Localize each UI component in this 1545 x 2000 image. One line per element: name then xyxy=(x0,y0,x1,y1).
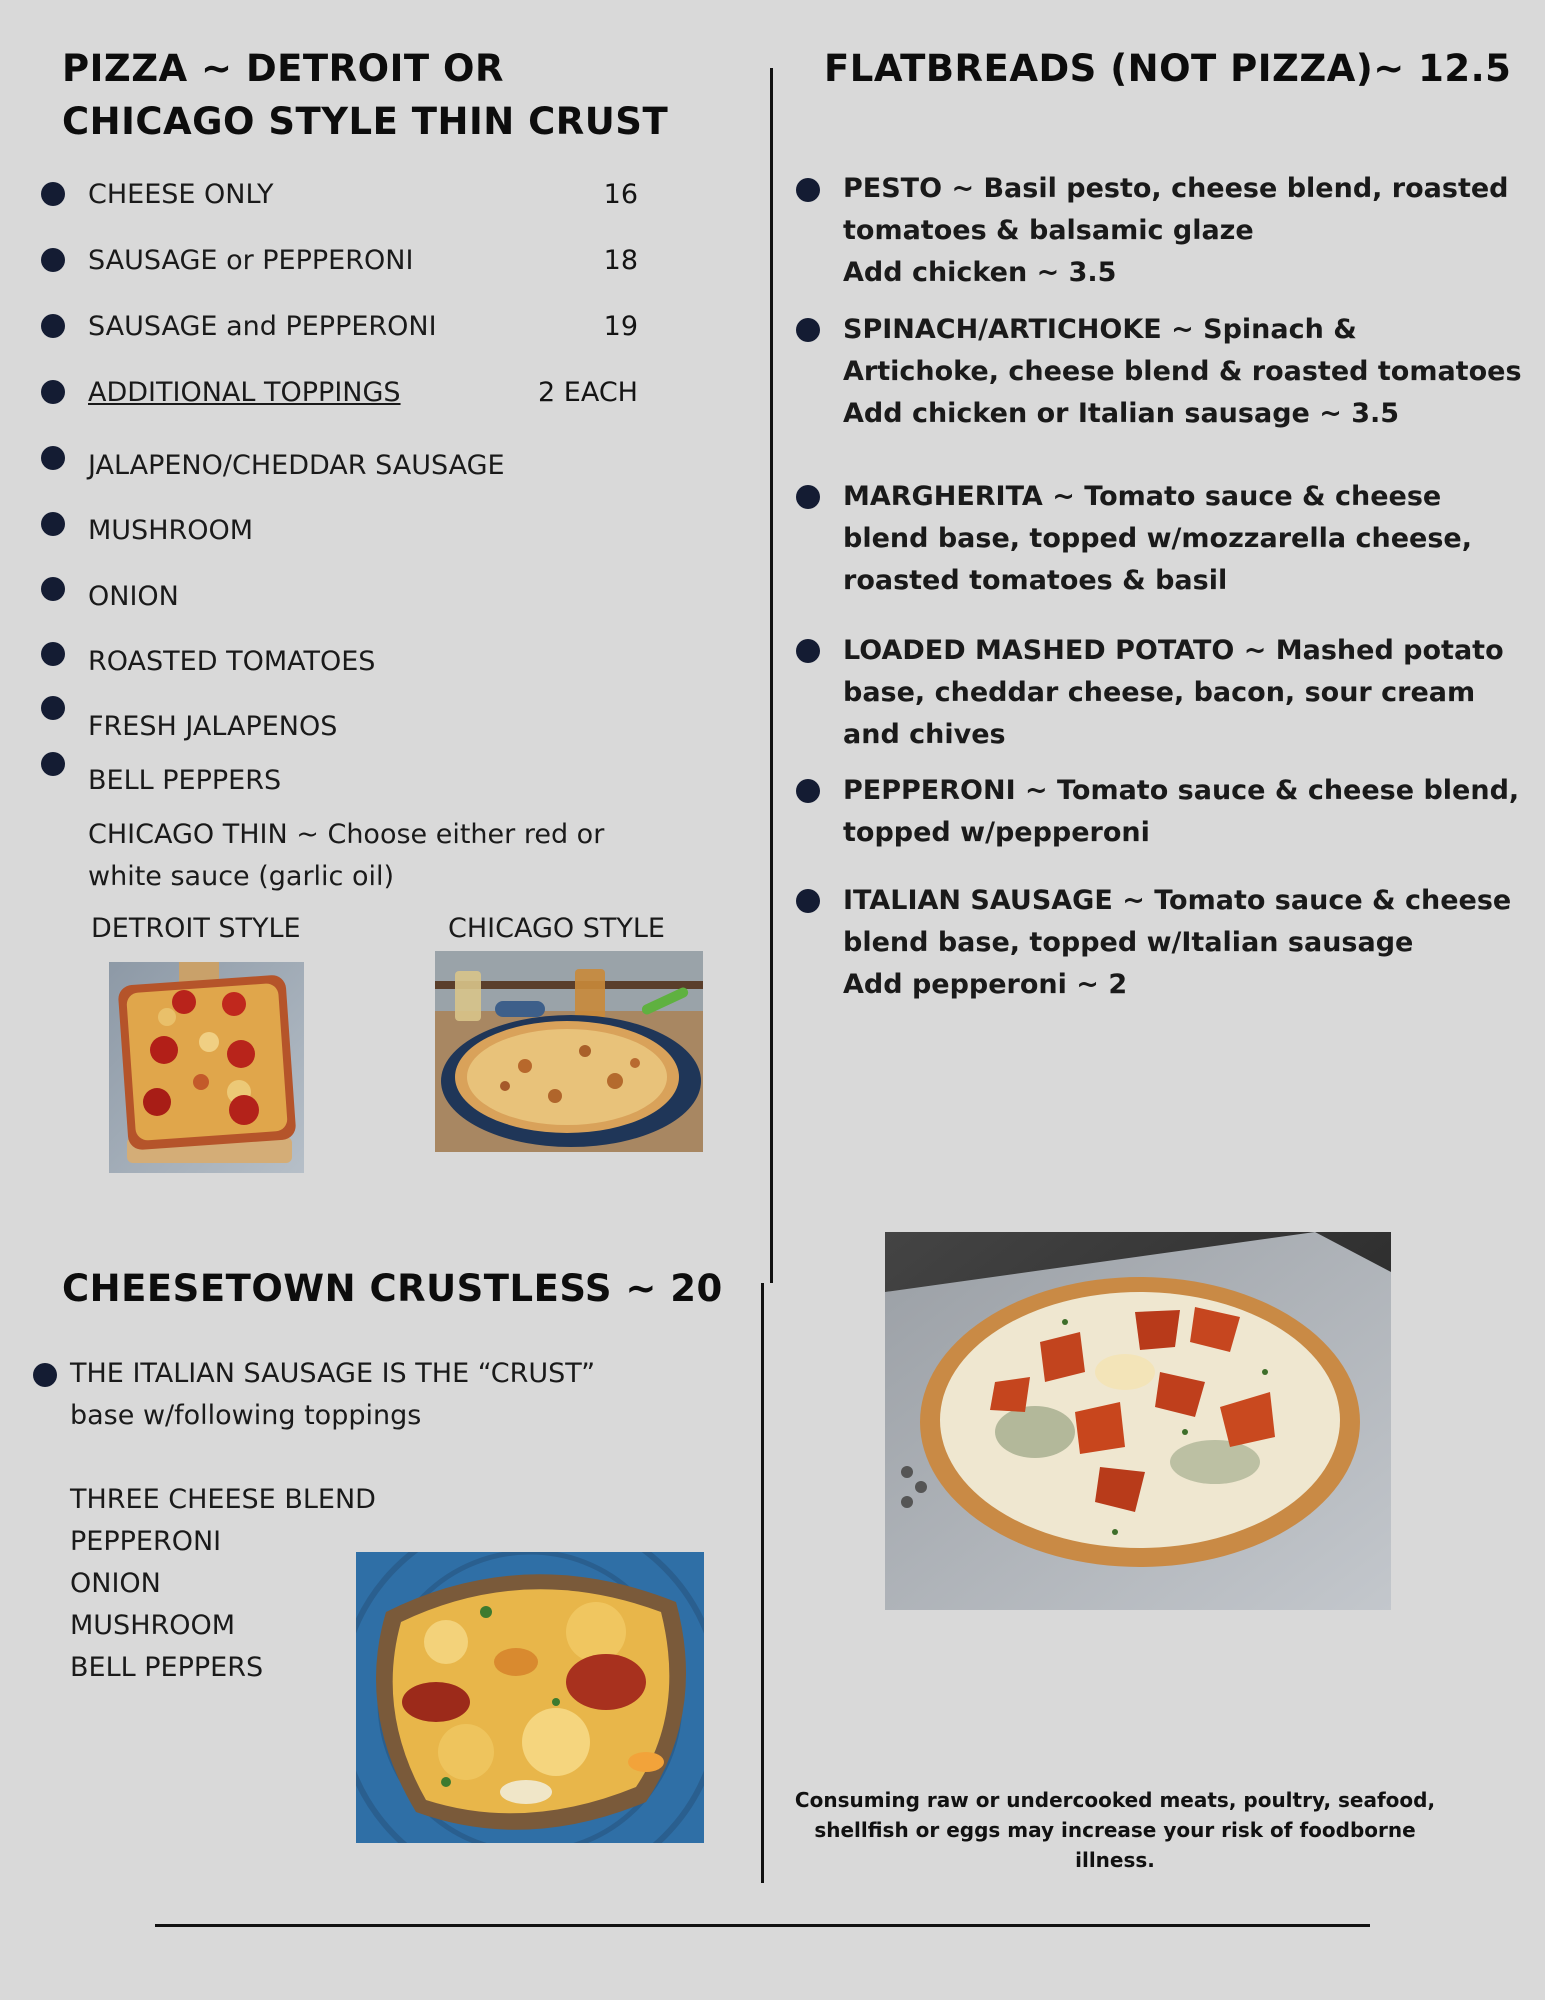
cheesetown-description-line2: base w/following toppings xyxy=(70,1400,422,1431)
cheesetown-topping: THREE CHEESE BLEND xyxy=(70,1484,376,1515)
bullet-icon xyxy=(33,1363,57,1387)
bullet-icon xyxy=(41,696,65,720)
flatbread-item-line: and chives xyxy=(843,719,1006,750)
flatbread-item-line: Add chicken ~ 3.5 xyxy=(843,257,1117,288)
pizza-title-line1: PIZZA ~ DETROIT OR xyxy=(62,47,504,90)
bullet-icon xyxy=(796,485,820,509)
bullet-icon xyxy=(796,178,820,202)
pizza-item-name: SAUSAGE and PEPPERONI xyxy=(88,311,437,342)
flatbread-item-line: roasted tomatoes & basil xyxy=(843,565,1228,596)
additional-toppings-price: 2 EACH xyxy=(538,377,638,408)
cheesetown-topping: PEPPERONI xyxy=(70,1526,222,1557)
cheesetown-topping: MUSHROOM xyxy=(70,1610,236,1641)
bullet-icon xyxy=(796,318,820,342)
bullet-icon xyxy=(796,889,820,913)
topping-item: ROASTED TOMATOES xyxy=(88,646,376,677)
detroit-pizza-photo xyxy=(109,962,304,1173)
chicago-thin-note xyxy=(88,814,604,898)
bullet-icon xyxy=(41,577,65,601)
bottom-rule xyxy=(155,1924,1370,1927)
bullet-icon xyxy=(41,182,65,206)
flatbread-item-line: Artichoke, cheese blend & roasted tomatoes xyxy=(843,356,1522,387)
flatbread-item-line: blend base, topped w/mozzarella cheese, xyxy=(843,523,1472,554)
pizza-title-line2: CHICAGO STYLE THIN CRUST xyxy=(62,100,669,143)
cheesetown-description-line1: THE ITALIAN SAUSAGE IS THE “CRUST” xyxy=(70,1358,596,1389)
bullet-icon xyxy=(41,642,65,666)
additional-toppings-heading: ADDITIONAL TOPPINGS xyxy=(88,377,401,408)
pizza-item-price: 18 xyxy=(603,245,638,276)
cheesetown-toppings xyxy=(70,1479,376,1689)
cheesetown-topping: BELL PEPPERS xyxy=(70,1652,264,1683)
flatbread-item-line: blend base, topped w/Italian sausage xyxy=(843,927,1414,958)
flatbread-item xyxy=(843,168,1509,294)
cheesetown-pizza-photo xyxy=(356,1552,704,1843)
cheesetown-title: CHEESETOWN CRUSTLESS ~ 20 xyxy=(62,1267,723,1310)
topping-item: MUSHROOM xyxy=(88,515,254,546)
disclaimer-line1: Consuming raw or undercooked meats, poultry, seafood, xyxy=(794,1788,1436,1812)
pizza-item-price: 16 xyxy=(603,179,638,210)
flatbread-photo xyxy=(885,1232,1391,1610)
column-divider-upper xyxy=(770,68,773,1283)
flatbread-item-line: base, cheddar cheese, bacon, sour cream xyxy=(843,677,1476,708)
bullet-icon xyxy=(41,752,65,776)
bullet-icon xyxy=(41,512,65,536)
flatbread-item-line: PESTO ~ Basil pesto, cheese blend, roasted xyxy=(843,173,1509,204)
food-safety-disclaimer xyxy=(780,1785,1450,1875)
flatbread-item-line: Add chicken or Italian sausage ~ 3.5 xyxy=(843,398,1400,429)
flatbread-item-line: SPINACH/ARTICHOKE ~ Spinach & xyxy=(843,314,1357,345)
bullet-icon xyxy=(41,248,65,272)
bullet-icon xyxy=(41,314,65,338)
chicago-thin-note-line1: CHICAGO THIN ~ Choose either red or xyxy=(88,819,605,850)
cheesetown-topping: ONION xyxy=(70,1568,161,1599)
topping-item: ONION xyxy=(88,581,179,612)
flatbread-item xyxy=(843,476,1472,602)
chicago-pizza-photo xyxy=(435,951,703,1152)
flatbread-item-line: topped w/pepperoni xyxy=(843,817,1150,848)
flatbread-item xyxy=(843,880,1511,1006)
chicago-thin-note-line2: white sauce (garlic oil) xyxy=(88,861,395,892)
detroit-style-caption: DETROIT STYLE xyxy=(91,913,301,944)
flatbread-item xyxy=(843,309,1522,435)
topping-item: FRESH JALAPENOS xyxy=(88,711,338,742)
flatbread-item-line: MARGHERITA ~ Tomato sauce & cheese xyxy=(843,481,1442,512)
flatbread-item-line: LOADED MASHED POTATO ~ Mashed potato xyxy=(843,635,1504,666)
flatbread-item-line: Add pepperoni ~ 2 xyxy=(843,969,1128,1000)
pizza-item-name: SAUSAGE or PEPPERONI xyxy=(88,245,414,276)
flatbread-item-line: tomatoes & balsamic glaze xyxy=(843,215,1254,246)
topping-item: BELL PEPPERS xyxy=(88,765,282,796)
topping-item: JALAPENO/CHEDDAR SAUSAGE xyxy=(88,450,505,481)
disclaimer-line2: shellfish or eggs may increase your risk of foodborne illness. xyxy=(814,1818,1416,1872)
bullet-icon xyxy=(41,446,65,470)
chicago-style-caption: CHICAGO STYLE xyxy=(448,913,665,944)
bullet-icon xyxy=(41,380,65,404)
bullet-icon xyxy=(796,779,820,803)
flatbread-item-line: ITALIAN SAUSAGE ~ Tomato sauce & cheese xyxy=(843,885,1512,916)
cheesetown-description xyxy=(70,1353,595,1437)
pizza-title xyxy=(62,42,668,148)
flatbread-item xyxy=(843,630,1504,756)
pizza-item-price: 19 xyxy=(603,311,638,342)
flatbread-item-line: PEPPERONI ~ Tomato sauce & cheese blend, xyxy=(843,775,1520,806)
flatbread-item xyxy=(843,770,1519,854)
pizza-item-name: CHEESE ONLY xyxy=(88,179,274,210)
bullet-icon xyxy=(796,639,820,663)
column-divider-lower xyxy=(761,1283,764,1883)
flatbreads-title: FLATBREADS (NOT PIZZA)~ 12.5 xyxy=(824,47,1512,90)
